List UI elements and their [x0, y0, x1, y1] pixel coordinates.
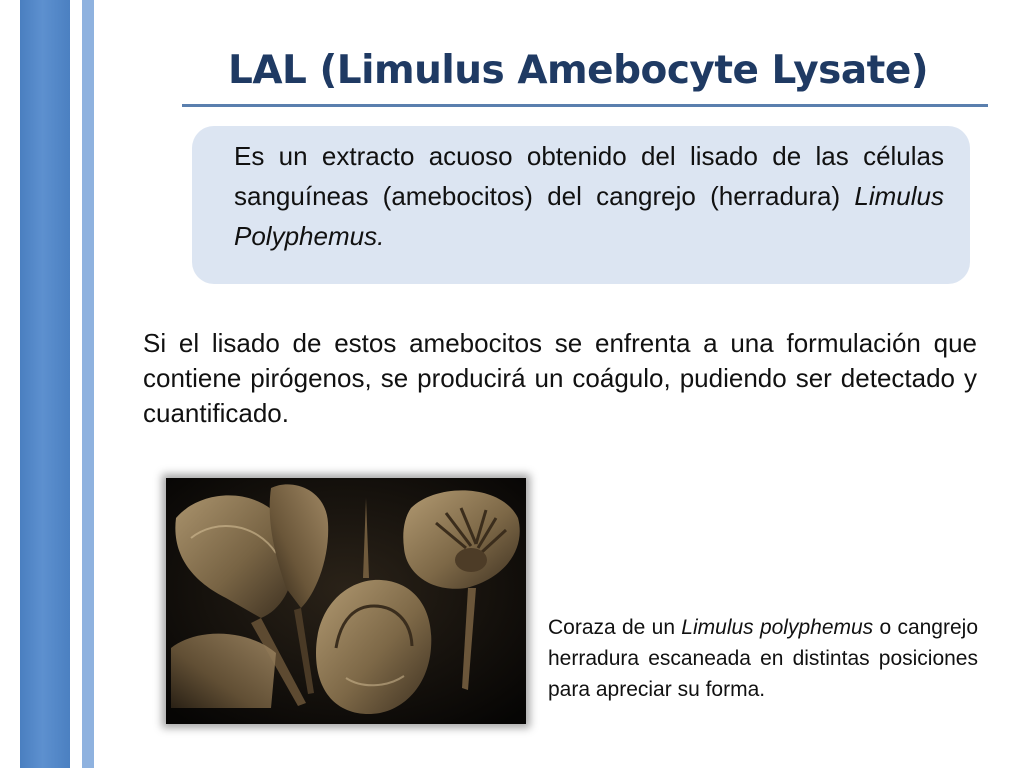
title-underline	[182, 104, 988, 107]
sidebar-bar-secondary	[82, 0, 94, 768]
slide-title: LAL (Limulus Amebocyte Lysate)	[228, 48, 929, 93]
caption-text-start: Coraza de un	[548, 616, 682, 639]
sidebar-bar-primary	[20, 0, 70, 768]
caption-scientific-name: Limulus polyphemus	[681, 616, 874, 639]
horseshoe-crab-photo	[166, 478, 526, 724]
photo-caption	[548, 612, 978, 705]
caption-text-end: o cangrejo herradura escaneada en distintas posiciones para apreciar su forma.	[548, 616, 979, 701]
definition-text-body: Es un extracto acuoso obtenido del lisado de las células sanguíneas (amebocitos) del cangrejo (herradura)	[234, 141, 944, 211]
body-paragraph: Si el lisado de estos amebocitos se enfrenta a una formulación que contiene pirógenos, se producirá un coágulo, pudiendo ser detectado y cuantificado.	[143, 328, 977, 428]
definition-text	[234, 136, 944, 256]
definition-scientific-name: Limulus Polyphemus.	[234, 181, 944, 251]
